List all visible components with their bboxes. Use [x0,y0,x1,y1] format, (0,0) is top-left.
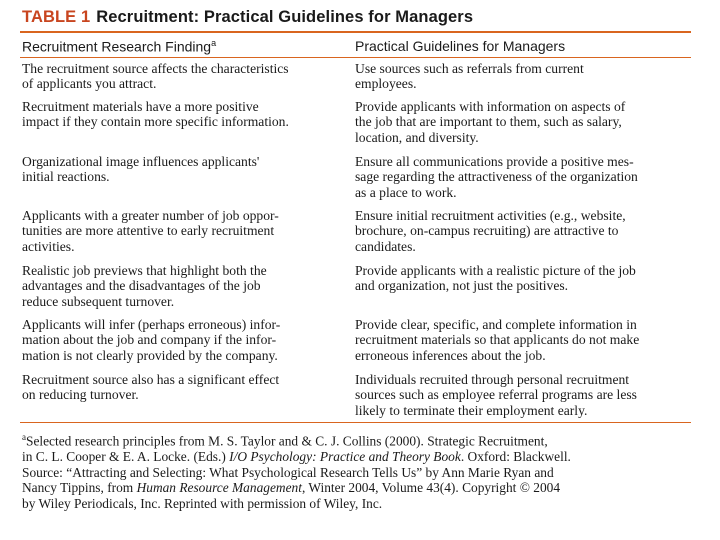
column-header-guideline: Practical Guidelines for Managers [355,38,566,54]
footnote-line-2a: in C. L. Cooper & E. A. Locke. (Eds.) [22,449,230,465]
table-cell-guideline: Ensure all communications provide a positive mes- sage regarding the attractiveness of the organization as a place to work. [355,154,638,200]
table-cell-finding: Realistic job previews that highlight both the advantages and the disadvantages of the job reduce subsequent turnover. [22,263,267,309]
footnote-line-4a: Nancy Tippins, from [22,480,137,496]
column-header-footnote-mark: a [211,38,217,48]
table-bottom-rule [20,422,691,423]
table-header-rule [20,57,691,58]
table-cell-finding: Recruitment materials have a more positive impact if they contain more specific information. [22,99,289,130]
column-header-finding [22,38,216,55]
footnote-line-4b: , Winter 2004, Volume 43(4). Copyright © 2004 [301,480,561,496]
table-number-label: TABLE 1 [22,8,91,26]
table-cell-guideline: Individuals recruited through personal recruitment sources such as employee referral programs are less likely to terminate their employment early. [355,372,637,418]
footnote-book-title: I/O Psychology: Practice and Theory Book [229,449,461,465]
footnote-line-2b: . Oxford: Blackwell. [460,449,571,465]
footnote-line-1: Selected research principles from M. S. Taylor and & C. J. Collins (2000). Strategic Recruitment, [26,433,548,449]
table-cell-finding: Applicants will infer (perhaps erroneous) infor- mation about the job and company if the infor- mation is not clearly provided by the company. [22,317,281,363]
table-cell-finding: Organizational image influences applicants' initial reactions. [22,154,260,185]
table-cell-finding: Applicants with a greater number of job oppor- tunities are more attentive to early recruitment activities. [22,208,279,254]
footnote-mark: a [22,432,26,442]
table-title [22,8,473,27]
table-cell-guideline: Use sources such as referrals from current employees. [355,61,584,92]
table-footnote [22,430,702,511]
footnote-journal-title: Human Resource Management [136,480,302,496]
footnote-line-3: Source: “Attracting and Selecting: What Psychological Research Tells Us” by Ann Marie Ryan and [22,464,554,480]
column-header-finding-text: Recruitment Research Finding [22,38,212,55]
table-cell-guideline: Provide applicants with a realistic picture of the job and organization, not just the positives. [355,263,636,294]
table-cell-guideline: Provide clear, specific, and complete information in recruitment materials so that applicants do not make erroneous inferences about the job. [355,317,640,363]
footnote-line-5: by Wiley Periodicals, Inc. Reprinted with permission of Wiley, Inc. [22,495,383,511]
table-title-text: Recruitment: Practical Guidelines for Managers [96,8,474,26]
table-cell-finding: Recruitment source also has a significant effect on reducing turnover. [22,372,280,403]
table-cell-guideline: Ensure initial recruitment activities (e.g., website, brochure, on-campus recruiting) are attractive to candidates. [355,208,626,254]
table-cell-guideline: Provide applicants with information on aspects of the job that are important to them, such as salary, location, and diversity. [355,99,626,145]
table-cell-finding: The recruitment source affects the characteristics of applicants you attract. [22,61,289,92]
table-top-rule [20,31,691,33]
